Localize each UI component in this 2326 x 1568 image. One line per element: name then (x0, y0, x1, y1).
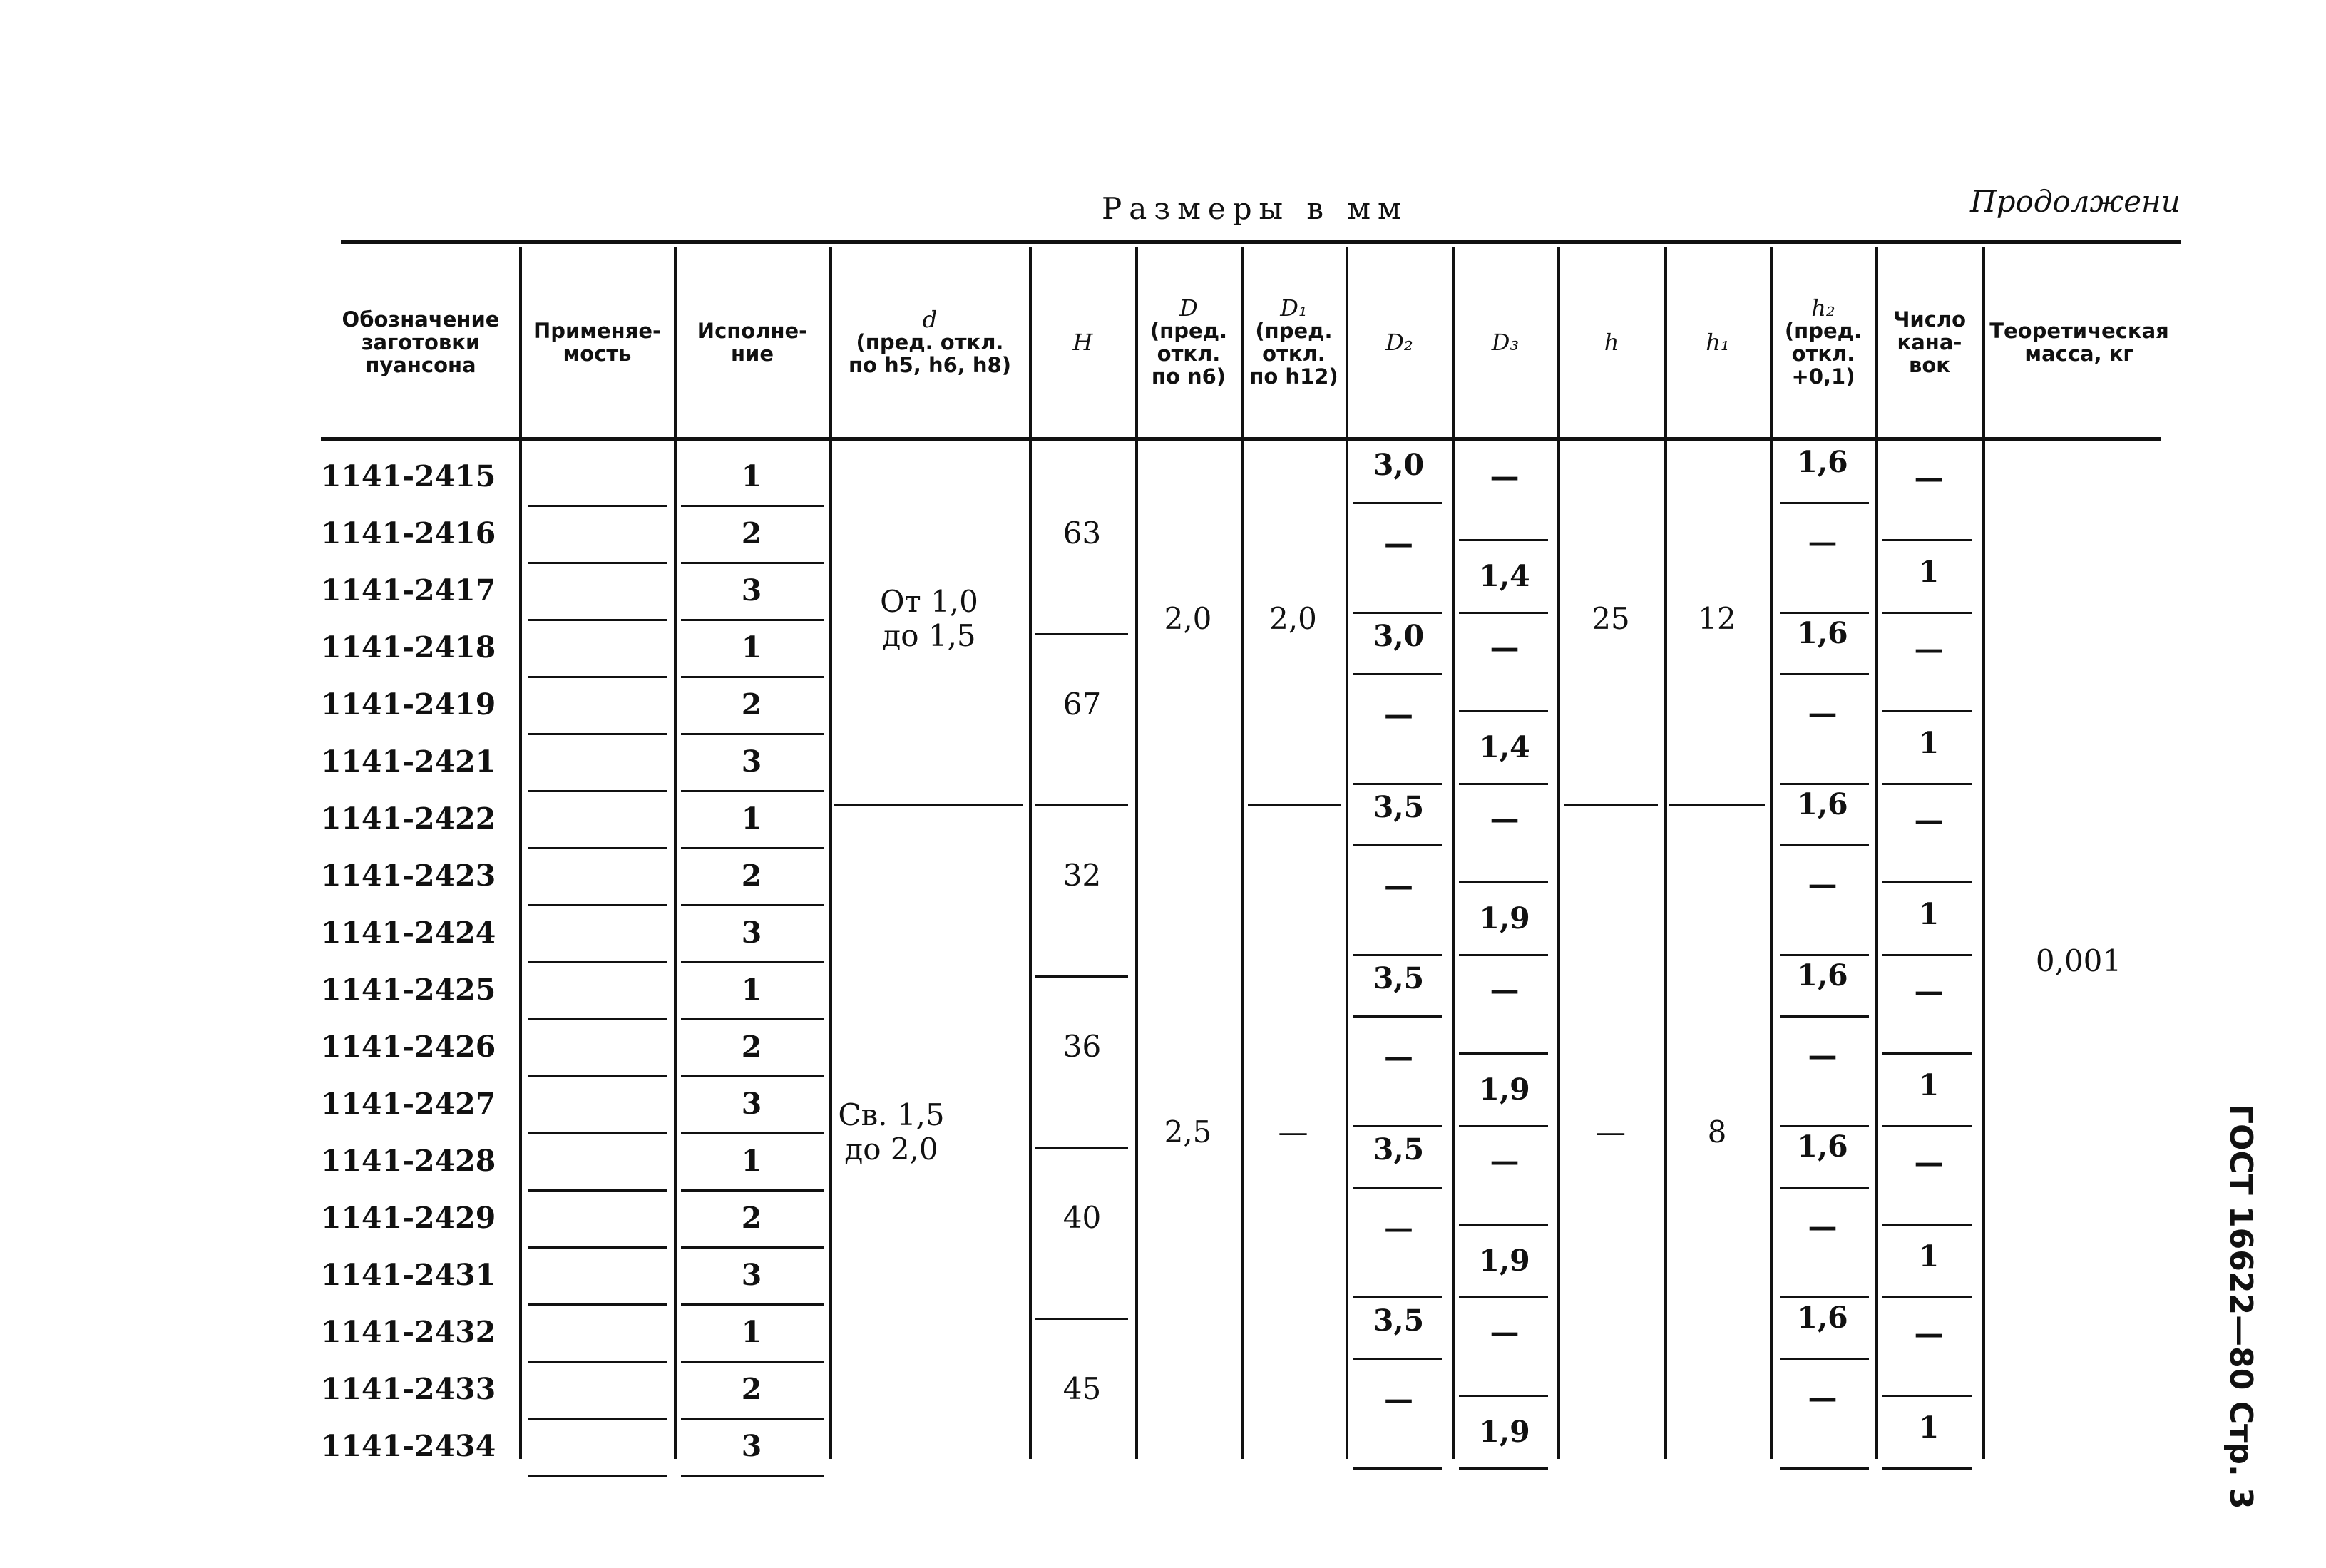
header-D-line: D (1179, 294, 1198, 322)
row-version: 2 (741, 1372, 762, 1406)
row-underline (528, 847, 667, 849)
row-code: 1141-2434 (321, 1429, 496, 1463)
header-h2-line: +0,1) (1791, 364, 1855, 389)
cell-underline (1882, 1125, 1972, 1127)
row-version: 3 (741, 916, 762, 950)
row-underline (681, 790, 824, 792)
row-version: 2 (741, 687, 762, 722)
header-H-line: H (1072, 329, 1093, 356)
header-D (1139, 250, 1238, 435)
cell-underline (1882, 1224, 1972, 1226)
row-underline (681, 676, 824, 678)
continuation-label: Продолжени (1970, 184, 2181, 219)
cell-underline (1882, 1395, 1972, 1397)
row-h2: 1,6 (1797, 616, 1848, 650)
row-h2: — (1808, 867, 1838, 901)
merged-h1: 12 (1698, 601, 1736, 636)
row-d3: — (1490, 630, 1520, 665)
header-D-line: (пред. (1149, 319, 1228, 343)
header-applicability-line: мость (563, 342, 632, 366)
header-mass-line: Теоретическая (1989, 319, 2169, 343)
row-d2: 3,5 (1373, 1303, 1425, 1338)
table-top-rule (341, 240, 2181, 244)
row-grooves: 1 (1918, 726, 1940, 760)
row-underline (528, 1075, 667, 1077)
cell-underline (1353, 954, 1442, 956)
row-code: 1141-2415 (321, 459, 496, 493)
row-underline (528, 1361, 667, 1363)
row-code: 1141-2427 (321, 1087, 496, 1121)
row-h2: — (1808, 696, 1838, 730)
column-rule (1664, 247, 1667, 1459)
cell-underline (1780, 844, 1869, 846)
row-code: 1141-2432 (321, 1315, 496, 1349)
cell-underline (1459, 783, 1548, 785)
header-d-line: (пред. откл. (856, 330, 1004, 354)
column-rule (1770, 247, 1773, 1459)
column-rule (1557, 247, 1560, 1459)
row-underline (681, 1132, 824, 1134)
row-d2: — (1384, 697, 1413, 732)
header-designation-line: Обозначение (342, 307, 500, 332)
merged-h: 25 (1592, 601, 1630, 636)
merged-H: 45 (1062, 1371, 1102, 1406)
merged-H: 67 (1062, 687, 1102, 722)
cell-underline (1353, 1125, 1442, 1127)
row-code: 1141-2425 (321, 973, 496, 1007)
merged-H: 40 (1062, 1200, 1102, 1235)
cell-underline (1353, 1358, 1442, 1360)
group-separator (1035, 1147, 1128, 1149)
row-underline (681, 1361, 824, 1363)
column-rule (1135, 247, 1138, 1459)
cell-underline (1780, 1296, 1869, 1298)
row-version: 3 (741, 1087, 762, 1121)
row-d2: — (1384, 1211, 1413, 1245)
row-underline (528, 790, 667, 792)
row-h2: — (1808, 525, 1838, 559)
row-code: 1141-2416 (321, 516, 496, 550)
cell-underline (1353, 612, 1442, 614)
row-h2: 1,6 (1797, 787, 1848, 821)
row-version: 3 (741, 744, 762, 779)
row-h2: — (1808, 1038, 1838, 1072)
row-grooves: 1 (1918, 1239, 1940, 1274)
cell-underline (1353, 1015, 1442, 1018)
header-D-line: по n6) (1151, 364, 1226, 389)
row-version: 1 (741, 1315, 762, 1349)
header-H (1033, 250, 1132, 435)
column-rule (829, 247, 832, 1459)
cell-underline (1780, 1015, 1869, 1018)
row-version: 3 (741, 573, 762, 608)
cell-underline (1780, 954, 1869, 956)
row-d2: — (1384, 1040, 1413, 1074)
cell-underline (1882, 1467, 1972, 1470)
cell-underline (1459, 1467, 1548, 1470)
cell-underline (1459, 612, 1548, 614)
cell-underline (1353, 502, 1442, 504)
row-grooves: — (1914, 632, 1944, 666)
row-d2: 3,0 (1373, 448, 1425, 482)
row-code: 1141-2426 (321, 1030, 496, 1064)
row-version: 3 (741, 1429, 762, 1463)
row-version: 3 (741, 1258, 762, 1292)
row-h2: — (1808, 1380, 1838, 1415)
row-version: 1 (741, 630, 762, 665)
row-d2: 3,5 (1373, 961, 1425, 995)
group-separator (834, 804, 1023, 806)
row-code: 1141-2433 (321, 1372, 496, 1406)
row-underline (681, 1075, 824, 1077)
row-code: 1141-2422 (321, 801, 496, 836)
row-d3: 1,9 (1479, 1244, 1530, 1278)
header-D1-line: откл. (1262, 342, 1326, 366)
row-h2: 1,6 (1797, 1129, 1848, 1164)
header-grooves-line: Число (1892, 307, 1967, 332)
row-code: 1141-2423 (321, 859, 496, 893)
row-h2: 1,6 (1797, 445, 1848, 479)
header-designation-line: пуансона (365, 353, 476, 377)
row-underline (528, 1246, 667, 1249)
row-underline (681, 1475, 824, 1477)
row-h2: — (1808, 1209, 1838, 1244)
cell-underline (1459, 1296, 1548, 1298)
header-D1-line: D₁ (1280, 294, 1308, 322)
group-separator (1035, 633, 1128, 635)
group-separator (1035, 975, 1128, 978)
row-grooves: — (1914, 974, 1944, 1008)
merged-h1: 8 (1707, 1114, 1727, 1149)
merged-h: — (1596, 1114, 1626, 1149)
header-version-line: Исполне- (697, 319, 808, 343)
cell-underline (1353, 1187, 1442, 1189)
header-d (834, 250, 1026, 435)
row-underline (681, 904, 824, 906)
row-d3: — (1490, 801, 1520, 836)
cell-underline (1353, 783, 1442, 785)
cell-underline (1459, 954, 1548, 956)
row-d3: — (1490, 1315, 1520, 1349)
cell-underline (1780, 612, 1869, 614)
row-grooves: 1 (1918, 1410, 1940, 1445)
column-rule (1875, 247, 1878, 1459)
row-version: 2 (741, 1201, 762, 1235)
row-version: 1 (741, 801, 762, 836)
column-rule (519, 247, 522, 1459)
header-grooves (1880, 250, 1979, 435)
row-grooves: — (1914, 1316, 1944, 1351)
row-underline (528, 961, 667, 963)
cell-underline (1459, 1125, 1548, 1127)
header-h2-line: (пред. (1784, 319, 1863, 343)
row-d3: — (1490, 459, 1520, 493)
cell-underline (1780, 673, 1869, 675)
cell-underline (1780, 1187, 1869, 1189)
row-underline (681, 1303, 824, 1306)
group-separator (1035, 1318, 1128, 1320)
dimensions-caption: Размеры в мм (1102, 191, 1408, 226)
row-version: 1 (741, 1144, 762, 1178)
row-version: 2 (741, 1030, 762, 1064)
header-h-line: h (1604, 329, 1619, 356)
cell-underline (1882, 1052, 1972, 1055)
row-code: 1141-2421 (321, 744, 496, 779)
header-version-line: ние (730, 342, 774, 366)
cell-underline (1780, 1358, 1869, 1360)
header-d-line: d (922, 306, 938, 333)
cell-underline (1780, 1467, 1869, 1470)
merged-D1: — (1278, 1114, 1308, 1149)
row-underline (528, 1132, 667, 1134)
row-grooves: 1 (1918, 1068, 1940, 1102)
cell-underline (1882, 783, 1972, 785)
row-d2: — (1384, 1382, 1413, 1416)
row-version: 1 (741, 459, 762, 493)
row-code: 1141-2428 (321, 1144, 496, 1178)
row-h2: 1,6 (1797, 1301, 1848, 1335)
cell-underline (1459, 710, 1548, 712)
merged-H: 32 (1062, 858, 1102, 893)
row-underline (681, 847, 824, 849)
row-underline (681, 562, 824, 564)
row-code: 1141-2418 (321, 630, 496, 665)
row-underline (681, 1418, 824, 1420)
row-underline (681, 505, 824, 507)
row-code: 1141-2429 (321, 1201, 496, 1235)
merged-d: От 1,0 до 1,5 (880, 584, 978, 653)
merged-H: 63 (1062, 516, 1102, 550)
column-rule (1346, 247, 1348, 1459)
header-grooves-line: вок (1909, 353, 1950, 377)
row-d3: 1,4 (1479, 559, 1530, 593)
cell-underline (1882, 1296, 1972, 1298)
cell-underline (1459, 1395, 1548, 1397)
header-mass (1987, 250, 2172, 435)
header-designation-line: заготовки (361, 330, 481, 354)
row-code: 1141-2417 (321, 573, 496, 608)
row-underline (528, 1189, 667, 1192)
row-d3: 1,9 (1479, 1072, 1530, 1107)
cell-underline (1353, 673, 1442, 675)
row-d2: — (1384, 526, 1413, 560)
merged-D: 2,0 (1164, 601, 1212, 636)
cell-underline (1882, 710, 1972, 712)
cell-underline (1353, 1467, 1442, 1470)
row-version: 2 (741, 859, 762, 893)
row-code: 1141-2419 (321, 687, 496, 722)
cell-underline (1353, 1296, 1442, 1298)
row-d3: 1,4 (1479, 730, 1530, 764)
row-version: 1 (741, 973, 762, 1007)
header-D1-line: по h12) (1249, 364, 1338, 389)
header-applicability (523, 250, 671, 435)
row-underline (681, 1018, 824, 1020)
header-d-line: по h5, h6, h8) (848, 353, 1011, 377)
merged-D: 2,5 (1164, 1114, 1212, 1149)
group-separator (1248, 804, 1341, 806)
row-grooves: 1 (1918, 897, 1940, 931)
group-separator (1564, 804, 1658, 806)
header-D1-line: (пред. (1255, 319, 1333, 343)
row-d3: 1,9 (1479, 901, 1530, 936)
row-underline (681, 1189, 824, 1192)
header-h (1562, 250, 1661, 435)
header-grooves-line: кана- (1897, 330, 1962, 354)
header-D-line: откл. (1157, 342, 1221, 366)
row-d2: — (1384, 868, 1413, 903)
row-d3: — (1490, 973, 1520, 1007)
column-rule (1029, 247, 1032, 1459)
cell-underline (1780, 783, 1869, 785)
row-underline (528, 676, 667, 678)
row-underline (528, 1475, 667, 1477)
cell-underline (1353, 844, 1442, 846)
header-mass-line: масса, кг (2024, 342, 2134, 366)
header-h2-line: h₂ (1811, 294, 1835, 322)
header-version (678, 250, 826, 435)
column-rule (1982, 247, 1985, 1459)
cell-underline (1780, 1125, 1869, 1127)
row-d2: 3,5 (1373, 790, 1425, 824)
cell-underline (1882, 539, 1972, 541)
merged-d: Св. 1,5 до 2,0 (838, 1097, 945, 1167)
merged-mass: 0,001 (2035, 943, 2122, 978)
cell-underline (1882, 954, 1972, 956)
row-d3: 1,9 (1479, 1415, 1530, 1449)
header-designation (325, 250, 516, 435)
row-h2: 1,6 (1797, 958, 1848, 993)
row-grooves: 1 (1918, 555, 1940, 589)
row-d2: 3,0 (1373, 619, 1425, 653)
merged-H: 36 (1062, 1029, 1102, 1064)
column-rule (1241, 247, 1244, 1459)
row-grooves: — (1914, 1145, 1944, 1179)
row-underline (528, 1418, 667, 1420)
row-underline (681, 961, 824, 963)
row-underline (528, 505, 667, 507)
header-h1-line: h₁ (1706, 329, 1730, 356)
merged-D1: 2,0 (1269, 601, 1317, 636)
row-underline (528, 733, 667, 735)
row-underline (528, 1018, 667, 1020)
header-D1 (1245, 250, 1343, 435)
header-D3 (1456, 250, 1554, 435)
group-separator (1669, 804, 1765, 806)
header-D2-line: D₂ (1385, 329, 1413, 356)
header-applicability-line: Применяе- (533, 319, 662, 343)
row-underline (681, 1246, 824, 1249)
row-grooves: — (1914, 803, 1944, 837)
cell-underline (1882, 881, 1972, 883)
row-underline (528, 619, 667, 621)
row-underline (528, 1303, 667, 1306)
cell-underline (1459, 881, 1548, 883)
row-code: 1141-2431 (321, 1258, 496, 1292)
row-code: 1141-2424 (321, 916, 496, 950)
standard-page-label: ГОСТ 16622—80 Стр. 3 (2223, 1104, 2259, 1510)
row-underline (681, 733, 824, 735)
row-underline (681, 619, 824, 621)
row-grooves: — (1914, 461, 1944, 495)
cell-underline (1882, 612, 1972, 614)
header-h2 (1774, 250, 1872, 435)
row-d2: 3,5 (1373, 1132, 1425, 1167)
header-h1 (1669, 250, 1767, 435)
row-underline (528, 562, 667, 564)
row-version: 2 (741, 516, 762, 550)
cell-underline (1780, 502, 1869, 504)
row-underline (528, 904, 667, 906)
cell-underline (1459, 539, 1548, 541)
row-d3: — (1490, 1144, 1520, 1178)
header-D2 (1350, 250, 1449, 435)
header-h2-line: откл. (1791, 342, 1855, 366)
header-D3-line: D₃ (1491, 329, 1520, 356)
cell-underline (1459, 1224, 1548, 1226)
group-separator (1035, 804, 1128, 806)
cell-underline (1459, 1052, 1548, 1055)
